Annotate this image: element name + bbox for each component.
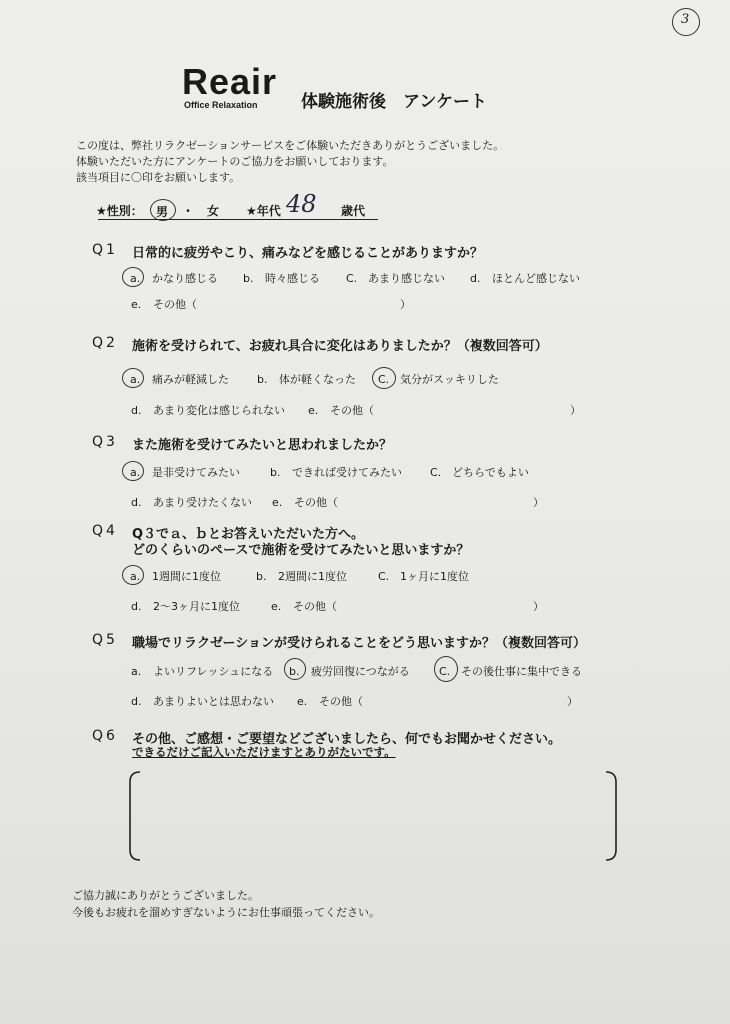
age-suffix: 歳代 bbox=[341, 204, 366, 218]
q2-c-letter: C. bbox=[378, 373, 390, 386]
q3-e-letter: e. bbox=[272, 496, 283, 509]
q1-e-letter: e. bbox=[131, 298, 142, 311]
q5-number: Q5 bbox=[92, 632, 118, 648]
q5-b-label: 疲労回復につながる bbox=[311, 665, 410, 678]
footer-thanks: ご協力誠にありがとうございました。 bbox=[72, 889, 259, 902]
q3-a-label: 是非受けてみたい bbox=[152, 466, 240, 479]
male-option: 男 bbox=[156, 205, 169, 219]
q5-b-letter: b. bbox=[289, 665, 300, 678]
q5-c-label: その後仕事に集中できる bbox=[461, 665, 582, 678]
q2-option-b[interactable] bbox=[257, 371, 356, 387]
q3-c-label: どちらでもよい bbox=[452, 466, 529, 479]
q1-option-b[interactable] bbox=[243, 270, 320, 286]
q5-text: 職場でリラクゼーションが受けられることをどう思いますか？（複数回答可） bbox=[132, 636, 586, 651]
q1-option-d[interactable] bbox=[470, 270, 580, 286]
q4-c-label: 1ヶ月に1度位 bbox=[400, 570, 469, 583]
q2-option-c[interactable] bbox=[378, 371, 499, 387]
footer-message: 今後もお疲れを溜めすぎないようにお仕事頑張ってください。 bbox=[72, 906, 380, 919]
q3-option-b[interactable] bbox=[270, 464, 402, 480]
q2-b-label: 体が軽くなった bbox=[279, 373, 356, 386]
comment-box[interactable] bbox=[128, 770, 618, 862]
q3-d-letter: d. bbox=[131, 496, 142, 509]
q3-b-letter: b. bbox=[270, 466, 281, 479]
q1-e-label: その他（ bbox=[153, 298, 197, 311]
intro-line-1: この度は、弊社リラクゼーションサービスをご体験いただきありがとうございました。 bbox=[76, 139, 505, 152]
age-handwritten-value[interactable]: 48 bbox=[286, 190, 317, 218]
q2-d-label: あまり変化は感じられない bbox=[153, 404, 285, 417]
q3-e-label: その他（ bbox=[294, 496, 338, 509]
q1-e-close: ） bbox=[400, 298, 411, 311]
q3-b-label: できれば受けてみたい bbox=[292, 466, 402, 479]
q1-b-label: 時々感じる bbox=[265, 272, 320, 285]
q4-d-letter: d. bbox=[131, 600, 142, 613]
q5-option-d[interactable] bbox=[131, 693, 274, 709]
q4-text: Q３でａ、ｂとお答えいただいた方へ。 bbox=[132, 527, 365, 542]
q2-text: 施術を受けられて、お疲れ具合に変化はありましたか？（複数回答可） bbox=[132, 339, 548, 354]
q1-c-label: あまり感じない bbox=[368, 272, 445, 285]
q4-option-e[interactable] bbox=[271, 598, 337, 614]
q4-option-c[interactable] bbox=[378, 568, 469, 584]
brand-subtitle: Office Relaxation bbox=[184, 100, 258, 110]
q4-e-letter: e. bbox=[271, 600, 282, 613]
q3-c-letter: C. bbox=[430, 466, 442, 479]
q2-option-a[interactable] bbox=[130, 371, 229, 387]
q1-option-c[interactable] bbox=[346, 270, 445, 286]
q2-option-e[interactable] bbox=[308, 402, 374, 418]
q5-e-label: その他（ bbox=[319, 695, 363, 708]
page-number: 3 bbox=[681, 12, 690, 27]
q3-a-letter: a. bbox=[130, 466, 141, 479]
q4-a-letter: a. bbox=[130, 570, 141, 583]
q4-option-a[interactable] bbox=[130, 568, 221, 584]
q4-text-line-2: どのくらいのペースで施術を受けてみたいと思いますか？ bbox=[132, 543, 470, 558]
q2-a-letter: a. bbox=[130, 373, 141, 386]
q6-text: その他、ご感想・ご要望などございましたら、何でもお聞かせください。 bbox=[132, 732, 562, 747]
q5-option-e[interactable] bbox=[297, 693, 363, 709]
q1-text: 日常的に疲労やこり、痛みなどを感じることがありますか？ bbox=[132, 246, 484, 261]
intro-line-3: 該当項目に〇印をお願いします。 bbox=[76, 171, 241, 184]
q1-d-label: ほとんど感じない bbox=[492, 272, 580, 285]
q3-option-d[interactable] bbox=[131, 494, 252, 510]
q6-note: できるだけご記入いただけますとありがたいです。 bbox=[132, 745, 396, 759]
q1-b-letter: b. bbox=[243, 272, 254, 285]
profile-underline bbox=[98, 219, 378, 220]
q4-e-close: ） bbox=[533, 600, 544, 613]
q5-c-letter: C. bbox=[439, 665, 451, 678]
q5-a-letter: a. bbox=[131, 665, 142, 678]
q4-a-label: 1週間に1度位 bbox=[152, 570, 221, 583]
sex-separator: ・ bbox=[182, 204, 195, 218]
q2-a-label: 痛みが軽減した bbox=[152, 373, 229, 386]
q3-option-a[interactable] bbox=[130, 464, 240, 480]
q5-option-c[interactable] bbox=[439, 663, 582, 679]
q5-e-letter: e. bbox=[297, 695, 308, 708]
q4-option-d[interactable] bbox=[131, 598, 240, 614]
q4-d-label: 2～3ヶ月に1度位 bbox=[153, 600, 240, 613]
age-label: ★年代 bbox=[246, 204, 281, 218]
q1-a-letter: a. bbox=[130, 272, 141, 285]
q4-option-b[interactable] bbox=[256, 568, 347, 584]
sex-label: ★性別： bbox=[96, 204, 143, 218]
male-answer-circle[interactable] bbox=[150, 199, 176, 221]
q2-b-letter: b. bbox=[257, 373, 268, 386]
q3-d-label: あまり受けたくない bbox=[153, 496, 252, 509]
q3-number: Q3 bbox=[92, 434, 118, 450]
q5-option-a[interactable] bbox=[131, 663, 273, 679]
q5-d-letter: d. bbox=[131, 695, 142, 708]
q6-number: Q6 bbox=[92, 728, 118, 744]
q5-e-close: ） bbox=[567, 695, 578, 708]
q1-number: Q1 bbox=[92, 242, 118, 258]
q3-text: また施術を受けてみたいと思われましたか？ bbox=[132, 438, 393, 453]
q2-e-close: ） bbox=[570, 404, 581, 417]
q1-c-letter: C. bbox=[346, 272, 358, 285]
q2-c-label: 気分がスッキリした bbox=[400, 373, 499, 386]
comment-box-brackets bbox=[128, 770, 618, 862]
q1-option-e[interactable] bbox=[131, 296, 197, 312]
female-option[interactable]: 女 bbox=[207, 204, 220, 218]
q4-c-letter: C. bbox=[378, 570, 390, 583]
q5-option-b[interactable] bbox=[289, 663, 410, 679]
q2-e-label: その他（ bbox=[330, 404, 374, 417]
q2-number: Q2 bbox=[92, 335, 118, 351]
q4-b-letter: b. bbox=[256, 570, 267, 583]
q5-a-label: よいリフレッシュになる bbox=[153, 665, 274, 678]
q1-d-letter: d. bbox=[470, 272, 481, 285]
page-number-circle bbox=[672, 8, 700, 36]
brand-logo: Reair bbox=[182, 61, 278, 102]
q4-number: Q4 bbox=[92, 523, 118, 539]
q5-d-label: あまりよいとは思わない bbox=[153, 695, 274, 708]
q2-e-letter: e. bbox=[308, 404, 319, 417]
q2-d-letter: d. bbox=[131, 404, 142, 417]
q1-option-a[interactable] bbox=[130, 270, 218, 286]
q1-a-label: かなり感じる bbox=[152, 272, 218, 285]
q4-b-label: 2週間に1度位 bbox=[278, 570, 347, 583]
q4-e-label: その他（ bbox=[293, 600, 337, 613]
page-title: 体験施術後 アンケート bbox=[301, 92, 487, 112]
q3-option-e[interactable] bbox=[272, 494, 338, 510]
q2-option-d[interactable] bbox=[131, 402, 285, 418]
intro-line-2: 体験いただいた方にアンケートのご協力をお願いしております。 bbox=[76, 155, 394, 168]
q3-option-c[interactable] bbox=[430, 464, 529, 480]
q3-e-close: ） bbox=[533, 496, 544, 509]
